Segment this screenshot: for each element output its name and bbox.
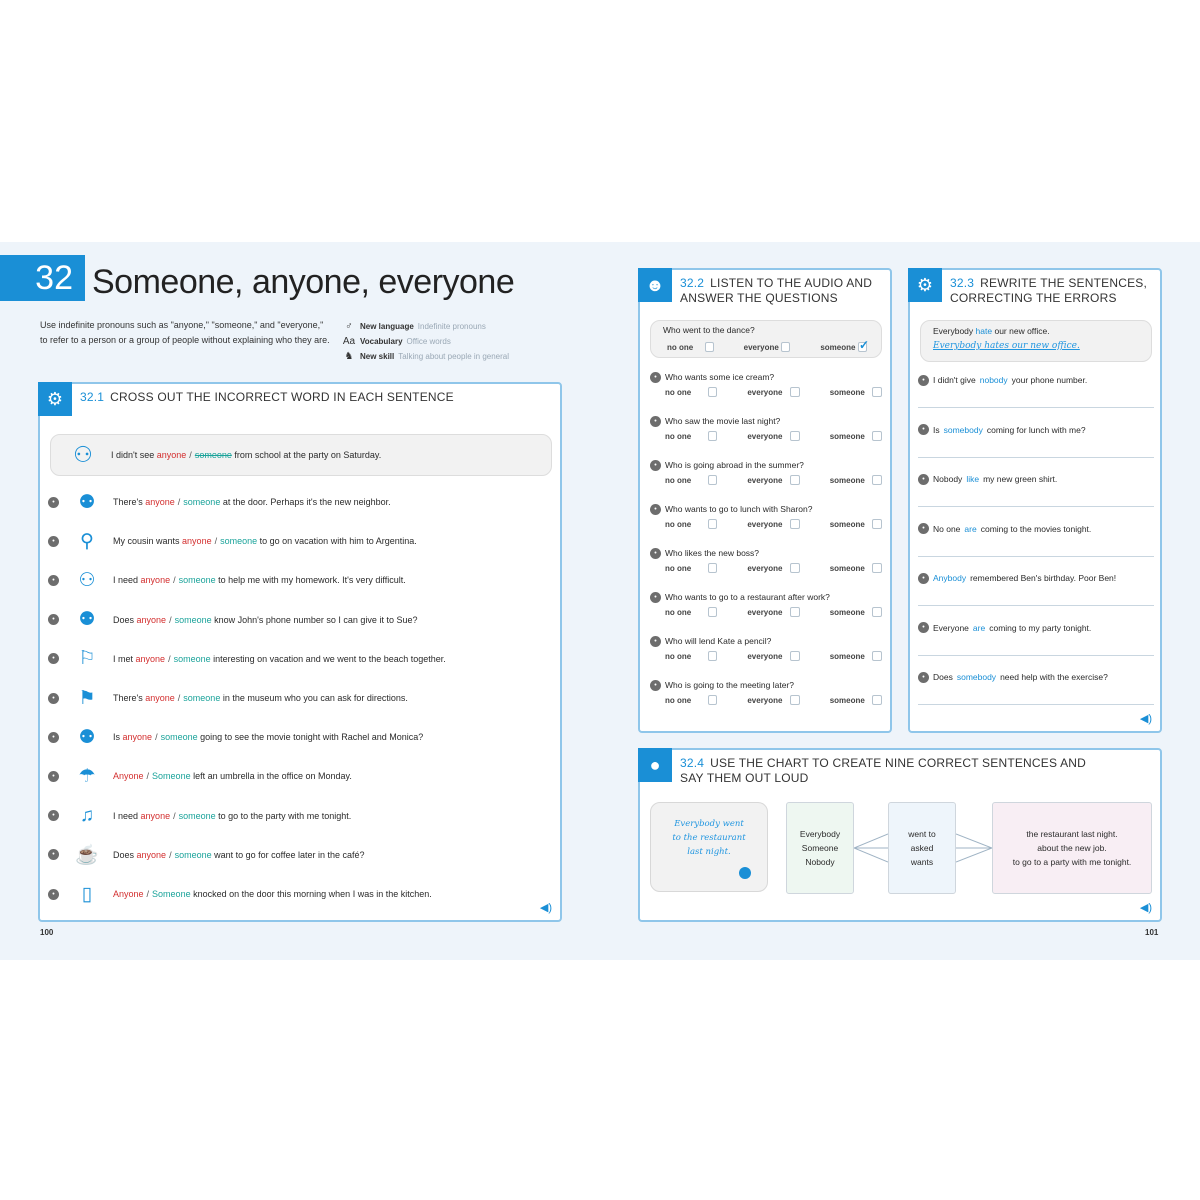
- exercise-item: • ⚉ There's anyone / someone at the door. Perhaps it's the new neighbor.: [48, 487, 391, 517]
- item-number-icon: •: [48, 653, 59, 664]
- rewrite-item: • I didn't give nobody your phone number.: [918, 373, 1154, 408]
- exercise-item: • ▯ Anyone / Someone knocked on the door this morning when I was in the kitchen.: [48, 879, 432, 909]
- choice-word-someone[interactable]: someone: [178, 575, 216, 586]
- checkbox-everyone[interactable]: [790, 563, 800, 573]
- choice-word-anyone[interactable]: Anyone: [113, 771, 144, 782]
- checkbox-everyone[interactable]: [790, 387, 800, 397]
- audio-speaker-icon[interactable]: ◀): [539, 902, 552, 914]
- item-number-icon: •: [918, 424, 929, 435]
- exercise-title: 32.2 LISTEN TO THE AUDIO AND ANSWER THE QUESTIONS: [680, 276, 873, 305]
- example-speech-bubble: Everybody went to the restaurant last night.: [650, 802, 768, 892]
- choice-word-anyone[interactable]: anyone: [140, 810, 171, 821]
- question-item: • Who is going abroad in the summer? no one everyone someone: [650, 458, 882, 488]
- item-number-icon: •: [918, 622, 929, 633]
- checkbox-no-one[interactable]: [708, 431, 718, 441]
- item-number-icon: •: [918, 523, 929, 534]
- answer-line[interactable]: [918, 605, 1154, 606]
- choice-word-anyone[interactable]: anyone: [136, 849, 167, 860]
- question-item: • Who saw the movie last night? no one everyone someone: [650, 414, 882, 444]
- exercise-item: • ⚉ Is anyone / someone going to see the movie tonight with Rachel and Monica?: [48, 722, 423, 752]
- question-item: • Who will lend Kate a pencil? no one everyone someone: [650, 634, 882, 664]
- exercise-item: • ⚇ I need anyone / someone to help me with my homework. It's very difficult.: [48, 565, 406, 595]
- checkbox-everyone[interactable]: [790, 651, 800, 661]
- choice-word-someone[interactable]: someone: [173, 653, 211, 664]
- unit-title: Someone, anyone, everyone: [92, 263, 515, 301]
- choice-word-someone[interactable]: someone: [220, 536, 258, 547]
- item-number-icon: •: [48, 497, 59, 508]
- exercise-title: 32.4 USE THE CHART TO CREATE NINE CORRECT SENTENCES AND SAY THEM OUT LOUD: [680, 756, 1087, 785]
- party-icon: ♫: [79, 804, 95, 826]
- choice-word-anyone[interactable]: anyone: [145, 497, 175, 507]
- checkbox-everyone[interactable]: [790, 695, 800, 705]
- choice-word-someone[interactable]: someone: [178, 810, 216, 821]
- exercise-item: • ⚉ Does anyone / someone know John's phone number so I can give it to Sue?: [48, 605, 417, 635]
- exercise-gear-icon: ⚙: [38, 382, 72, 416]
- choice-word-anyone[interactable]: anyone: [122, 732, 153, 743]
- item-number-icon: •: [48, 536, 59, 547]
- choice-word-anyone[interactable]: anyone: [140, 575, 171, 586]
- item-number-icon: •: [650, 504, 661, 515]
- choice-word-someone[interactable]: someone: [174, 614, 212, 625]
- choice-word-someone[interactable]: someone: [183, 693, 221, 703]
- answer-line[interactable]: [918, 704, 1154, 705]
- checkbox-everyone[interactable]: [790, 431, 800, 441]
- coffee-icon: ☕: [75, 844, 99, 866]
- exercise-32-3: [908, 268, 1162, 733]
- checkbox-no-one[interactable]: [708, 519, 718, 529]
- checkbox-no-one[interactable]: [708, 563, 718, 573]
- page-number-right: 101: [1145, 928, 1159, 937]
- chart-connector-lines: [854, 802, 888, 894]
- answer-line[interactable]: [918, 655, 1154, 656]
- checkbox-everyone[interactable]: [790, 519, 800, 529]
- choice-word-someone[interactable]: someone: [174, 849, 212, 860]
- exercise-item: • ⚑ There's anyone / someone in the museum who you can ask for directions.: [48, 683, 408, 713]
- item-number-icon: •: [918, 375, 929, 386]
- meta-new-skill: ♞ New skill Talking about people in general: [342, 349, 542, 364]
- question-item: • Who likes the new boss? no one everyone someone: [650, 546, 882, 576]
- checkbox-no-one[interactable]: [708, 475, 718, 485]
- party-people-icon: ⚇: [73, 442, 93, 467]
- question-item: • Who wants to go to a restaurant after work? no one everyone someone: [650, 590, 882, 620]
- unit-intro: Use indefinite pronouns such as "anyone," "someone," and "everyone," to refer to a person or a group of people without explaining who they are.: [40, 320, 330, 345]
- checkbox-someone[interactable]: [872, 695, 882, 705]
- item-number-icon: •: [48, 771, 59, 782]
- rewrite-item: • Is somebody coming for lunch with me?: [918, 423, 1154, 458]
- exercise-32-4: [638, 748, 1162, 922]
- new-skill-icon: ♞: [344, 351, 354, 362]
- new-language-icon: ♂: [345, 321, 353, 332]
- item-number-icon: •: [650, 636, 661, 647]
- rewrite-item: • Does somebody need help with the exercise?: [918, 670, 1154, 705]
- exercise-32-1: [38, 382, 562, 922]
- checkbox-everyone[interactable]: [790, 475, 800, 485]
- choice-word-someone[interactable]: someone: [160, 732, 198, 743]
- people-talking-icon: ⚉: [78, 609, 96, 631]
- friends-icon: ⚉: [78, 726, 96, 748]
- item-number-icon: •: [48, 614, 59, 625]
- page-number-left: 100: [40, 928, 54, 937]
- audio-speaker-icon[interactable]: ◀): [1139, 902, 1152, 914]
- rewrite-item: • Anybody remembered Ben's birthday. Poor Ben!: [918, 571, 1154, 606]
- listening-person-icon: ☻: [638, 268, 672, 302]
- exercise-item: • ♫ I need anyone / someone to go to the party with me tonight.: [48, 801, 351, 831]
- exercise-gear-icon: ⚙: [908, 268, 942, 302]
- example-answer: Everybody hates our new office.: [933, 341, 1080, 351]
- item-number-icon: •: [48, 575, 59, 586]
- checkbox-someone[interactable]: [872, 475, 882, 485]
- beach-icon: ⚐: [78, 648, 96, 670]
- checkbox-someone[interactable]: [872, 387, 882, 397]
- checkbox-no-one[interactable]: [708, 607, 718, 617]
- answer-line[interactable]: [918, 506, 1154, 507]
- item-number-icon: •: [918, 573, 929, 584]
- exercise-title: 32.1 CROSS OUT THE INCORRECT WORD IN EACH SENTENCE: [80, 390, 454, 404]
- choice-word-someone[interactable]: Someone: [152, 771, 191, 782]
- question-item: • Who wants to go to lunch with Sharon? no one everyone someone: [650, 502, 882, 532]
- checkbox-someone[interactable]: [872, 519, 882, 529]
- meta-vocabulary: Aa Vocabulary Office words: [342, 336, 451, 347]
- speech-bubble-icon: ●: [638, 748, 672, 782]
- exercise-item: • ⚲ My cousin wants anyone / someone to go on vacation with him to Argentina.: [48, 526, 417, 556]
- choice-word-anyone[interactable]: anyone: [135, 653, 166, 664]
- item-number-icon: •: [650, 548, 661, 559]
- checkbox-everyone[interactable]: [790, 607, 800, 617]
- chart-connector-lines: [956, 802, 992, 894]
- checkbox-someone[interactable]: [872, 563, 882, 573]
- item-number-icon: •: [650, 416, 661, 427]
- example-sentence: ⚇ I didn't see anyone / someone from school at the party on Saturday.: [50, 434, 552, 476]
- checkbox-someone[interactable]: [872, 607, 882, 617]
- speech-dot-icon: [739, 867, 751, 879]
- checkbox-someone[interactable]: [872, 651, 882, 661]
- rewrite-item: • Everyone are coming to my party tonight.: [918, 621, 1154, 656]
- answer-line[interactable]: [918, 407, 1154, 408]
- choice-word-someone[interactable]: someone: [183, 497, 221, 507]
- item-number-icon: •: [918, 474, 929, 485]
- item-number-icon: •: [48, 732, 59, 743]
- umbrella-icon: ☂: [78, 765, 96, 787]
- chart-column-subject: Everybody Someone Nobody: [786, 802, 854, 894]
- example-rewrite: Everybody hate our new office. Everybody hates our new office.: [920, 320, 1152, 362]
- chart-column-verb: went to asked wants: [888, 802, 956, 894]
- choice-word-anyone[interactable]: anyone: [145, 693, 175, 703]
- choice-word-someone[interactable]: Someone: [152, 889, 191, 899]
- answer-line[interactable]: [918, 457, 1154, 458]
- question-item: • Who wants some ice cream? no one everyone someone: [650, 370, 882, 400]
- item-number-icon: •: [48, 810, 59, 821]
- checkbox-someone[interactable]: [872, 431, 882, 441]
- item-number-icon: •: [650, 372, 661, 383]
- cyclist-icon: ⚲: [80, 530, 94, 552]
- choice-word-anyone[interactable]: anyone: [182, 536, 212, 547]
- item-number-icon: •: [650, 680, 661, 691]
- chart-column-ending: the restaurant last night. about the new job. to go to a party with me tonight.: [992, 802, 1152, 894]
- item-number-icon: •: [48, 693, 59, 704]
- checkbox-no-one[interactable]: [708, 695, 718, 705]
- unit-number: 32: [0, 255, 85, 301]
- item-number-icon: •: [48, 849, 59, 860]
- item-number-icon: •: [48, 889, 59, 900]
- unit-meta: [342, 319, 542, 364]
- checkbox-no-one[interactable]: [708, 651, 718, 661]
- choice-word-anyone[interactable]: Anyone: [113, 889, 144, 899]
- rewrite-item: • No one are coming to the movies tonight.: [918, 522, 1154, 557]
- item-number-icon: •: [650, 592, 661, 603]
- rewrite-item: • Nobody like my new green shirt.: [918, 472, 1154, 507]
- vocabulary-icon: Aa: [342, 336, 356, 347]
- door-icon: ▯: [81, 883, 93, 905]
- museum-guide-icon: ⚑: [78, 687, 96, 709]
- choice-word-anyone[interactable]: anyone: [136, 614, 167, 625]
- exercise-item: • ⚐ I met anyone / someone interesting on vacation and we went to the beach together.: [48, 644, 446, 674]
- student-icon: ⚇: [78, 569, 96, 591]
- example-question: Who went to the dance? no one everyone someone ✓: [650, 320, 882, 358]
- checkmark-icon: ✓: [858, 338, 870, 352]
- item-number-icon: •: [918, 672, 929, 683]
- checkbox-no-one[interactable]: [708, 387, 718, 397]
- audio-speaker-icon[interactable]: ◀): [1139, 713, 1152, 725]
- exercise-title: 32.3 REWRITE THE SENTENCES, CORRECTING THE ERRORS: [950, 276, 1148, 305]
- exercise-item: • ☕ Does anyone / someone want to go for coffee later in the café?: [48, 840, 365, 870]
- question-item: • Who is going to the meeting later? no one everyone someone: [650, 678, 882, 708]
- exercise-item: • ☂ Anyone / Someone left an umbrella in the office on Monday.: [48, 761, 352, 791]
- answer-line[interactable]: [918, 556, 1154, 557]
- family-icon: ⚉: [78, 491, 96, 513]
- item-number-icon: •: [650, 460, 661, 471]
- meta-new-language: ♂ New language Indefinite pronouns: [342, 319, 542, 334]
- exercise-32-2: [638, 268, 892, 733]
